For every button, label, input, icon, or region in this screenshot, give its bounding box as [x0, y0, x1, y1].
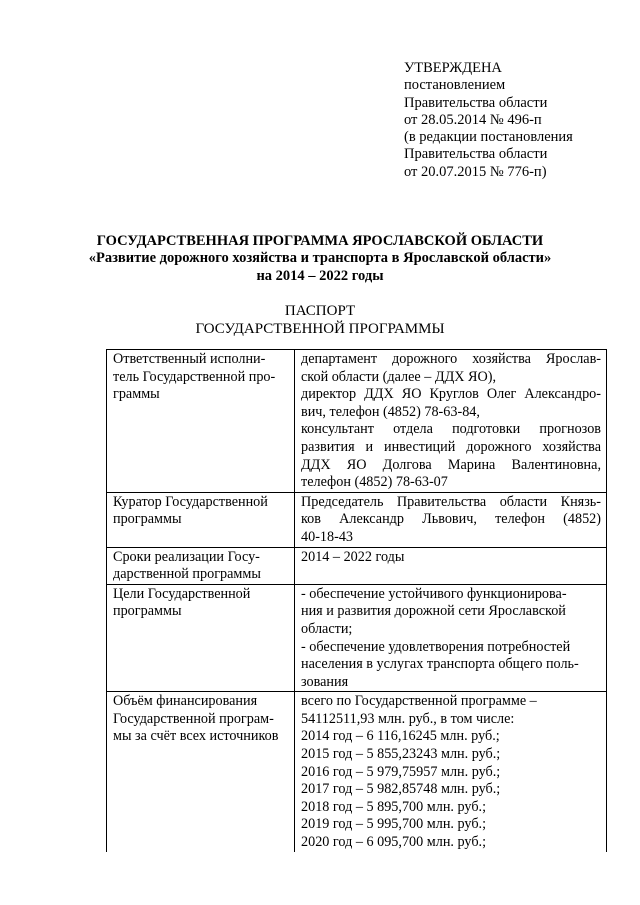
row-value: 2018 год – 5 895,700 млн. руб.;	[301, 798, 487, 815]
row-value: 2014 – 2022 годы	[301, 548, 405, 565]
row-value: Председатель Правительства области Князь-	[301, 493, 601, 510]
row-value: 2017 год – 5 982,85748 млн. руб.;	[301, 781, 501, 798]
row-value: департамент дорожного хозяйства Ярослав-	[301, 351, 601, 367]
approval-line: (в редакции постановления	[404, 129, 573, 146]
row-label: Сроки реализации Госу-	[113, 548, 260, 565]
approval-stamp	[404, 60, 634, 181]
row-value: ской области (далее – ДДХ ЯО),	[301, 368, 497, 385]
row-label: Ответственный исполни-	[113, 351, 266, 367]
row-label-cell	[107, 584, 295, 692]
row-value-cell	[295, 492, 607, 547]
row-label: программы	[113, 511, 182, 528]
table-row	[107, 692, 607, 852]
passport-heading	[0, 303, 640, 339]
row-label: мы за счёт всех источников	[113, 728, 279, 745]
table-row	[107, 350, 607, 493]
document-title	[0, 233, 640, 285]
row-value: 2020 год – 6 095,700 млн. руб.;	[301, 834, 487, 851]
title-line: ГОСУДАРСТВЕННАЯ ПРОГРАММА ЯРОСЛАВСКОЙ ОБЛАСТИ	[96, 233, 544, 249]
row-value: области;	[301, 620, 353, 637]
row-label-cell	[107, 350, 295, 493]
row-value: - обеспечение устойчивого функционирова-	[301, 585, 567, 602]
row-value: 2015 год – 5 855,23243 млн. руб.;	[301, 746, 501, 763]
row-value: 2019 год – 5 995,700 млн. руб.;	[301, 816, 487, 833]
row-value: директор ДДХ ЯО Круглов Олег Александро-	[301, 386, 601, 403]
table-row	[107, 584, 607, 692]
row-value: 2014 год – 6 116,16245 млн. руб.;	[301, 728, 500, 745]
title-line: «Развитие дорожного хозяйства и транспорта в Ярославской области»	[88, 250, 552, 267]
row-value: - обеспечение удовлетворения потребностей	[301, 638, 571, 655]
row-label: Государственной програм-	[113, 710, 274, 727]
row-value: консультант отдела подготовки прогнозов	[301, 421, 601, 438]
row-label: тель Государственной про-	[113, 368, 276, 385]
approval-line: от 20.07.2015 № 776-п)	[404, 163, 547, 180]
row-value: всего по Государственной программе –	[301, 693, 537, 710]
row-label: Цели Государственной	[113, 585, 251, 602]
table-row	[107, 492, 607, 547]
passport-table	[106, 349, 607, 852]
row-value: 40-18-43	[301, 528, 354, 545]
passport-heading-line: ПАСПОРТ	[284, 303, 356, 319]
row-label: дарственной программы	[113, 566, 261, 583]
table-row	[107, 547, 607, 584]
approval-line: постановлением	[404, 77, 506, 94]
row-value: развития и инвестиций дорожного хозяйства	[301, 438, 601, 455]
row-label: Куратор Государственной	[113, 493, 268, 510]
row-value: 2016 год – 5 979,75957 млн. руб.;	[301, 763, 501, 780]
row-value: зования	[301, 673, 349, 690]
row-value: населения в услугах транспорта общего поль-	[301, 656, 579, 673]
passport-heading-line: ГОСУДАРСТВЕННОЙ ПРОГРАММЫ	[195, 320, 445, 337]
approval-line: Правительства области	[404, 94, 548, 111]
row-value: 54112511,93 млн. руб., в том числе:	[301, 710, 515, 727]
row-label-cell	[107, 492, 295, 547]
approval-line: Правительства области	[404, 146, 548, 163]
row-value: ДДХ ЯО Долгова Марина Валентиновна,	[301, 456, 601, 473]
row-value-cell	[295, 692, 607, 852]
title-line: на 2014 – 2022 годы	[256, 267, 384, 284]
row-label: Объём финансирования	[113, 693, 258, 710]
row-value: вич, телефон (4852) 78-63-84,	[301, 403, 480, 420]
row-label: программы	[113, 603, 182, 620]
approval-line: от 28.05.2014 № 496-п	[404, 111, 542, 128]
row-label-cell	[107, 547, 295, 584]
row-label: граммы	[113, 386, 160, 403]
row-value-cell	[295, 547, 607, 584]
row-value: ния и развития дорожной сети Ярославской	[301, 603, 566, 620]
approval-line: УТВЕРЖДЕНА	[404, 60, 502, 76]
row-value-cell	[295, 584, 607, 692]
row-value-cell	[295, 350, 607, 493]
row-label-cell	[107, 692, 295, 852]
row-value: ков Александр Львович, телефон (4852)	[301, 511, 601, 528]
row-value: телефон (4852) 78-63-07	[301, 474, 448, 491]
